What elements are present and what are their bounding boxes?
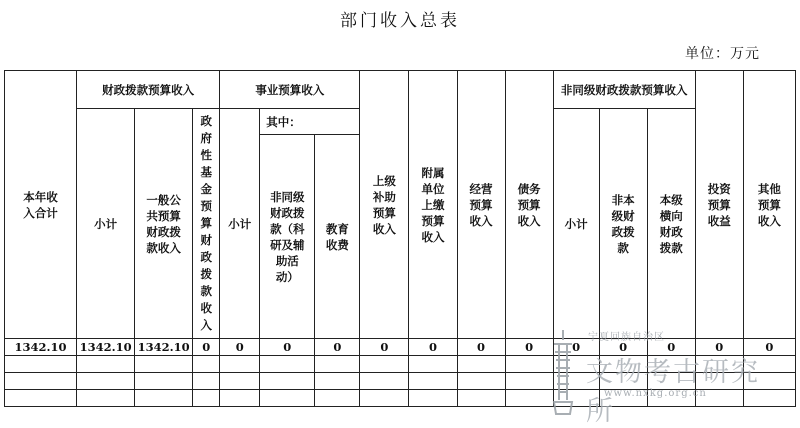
header-gov-fund: 政府性基金预算财政拨款收入: [193, 109, 220, 339]
unit-label: 单位：万元: [685, 46, 760, 62]
header-fiscal-subtotal: 小计: [77, 109, 135, 339]
header-investment: 投资预算收益: [695, 71, 743, 339]
header-local-horizontal: 本级横向财政拨款: [647, 109, 695, 339]
header-total: 本年收入合计: [5, 71, 77, 339]
header-non-same-subtotal: 小计: [553, 109, 599, 339]
header-fiscal-group: 财政拨款预算收入: [77, 71, 220, 109]
page-title: 部门收入总表: [340, 11, 460, 31]
watermark-url: www.nxkg.org.cn: [604, 388, 707, 399]
header-operating: 经营预算收入: [457, 71, 505, 339]
header-business-subtotal: 小计: [220, 109, 260, 339]
header-education-fee: 教育收费: [315, 135, 360, 339]
header-general-budget: 一般公共预算财政拨款收入: [135, 109, 193, 339]
header-other: 其他预算收入: [743, 71, 795, 339]
header-non-same-group: 非同级财政拨款预算收入: [553, 71, 695, 109]
table-row-empty: [5, 390, 796, 407]
header-upper-subsidy: 上级补助预算收入: [360, 71, 409, 339]
header-non-local: 非本级财政拨款: [599, 109, 647, 339]
watermark-line1: 宁夏回族自治区: [588, 332, 665, 343]
header-business-group: 事业预算收入: [220, 71, 360, 109]
table-row-empty: [5, 373, 796, 390]
watermark-line2: 文物考古研究所: [586, 357, 760, 427]
header-affiliated: 附属单位上缴预算收入: [409, 71, 457, 339]
table-row: 1342.10 1342.10 1342.10 0 0 0 0 0 0 0 0 0 0 0 0 0: [5, 339, 796, 356]
header-debt: 债务预算收入: [505, 71, 553, 339]
header-non-same-level: 非同级财政拨款（科研及辅助活动）: [260, 135, 315, 339]
table-row-empty: [5, 356, 796, 373]
header-of-which: 其中：: [260, 109, 360, 135]
income-summary-table: [4, 70, 796, 407]
